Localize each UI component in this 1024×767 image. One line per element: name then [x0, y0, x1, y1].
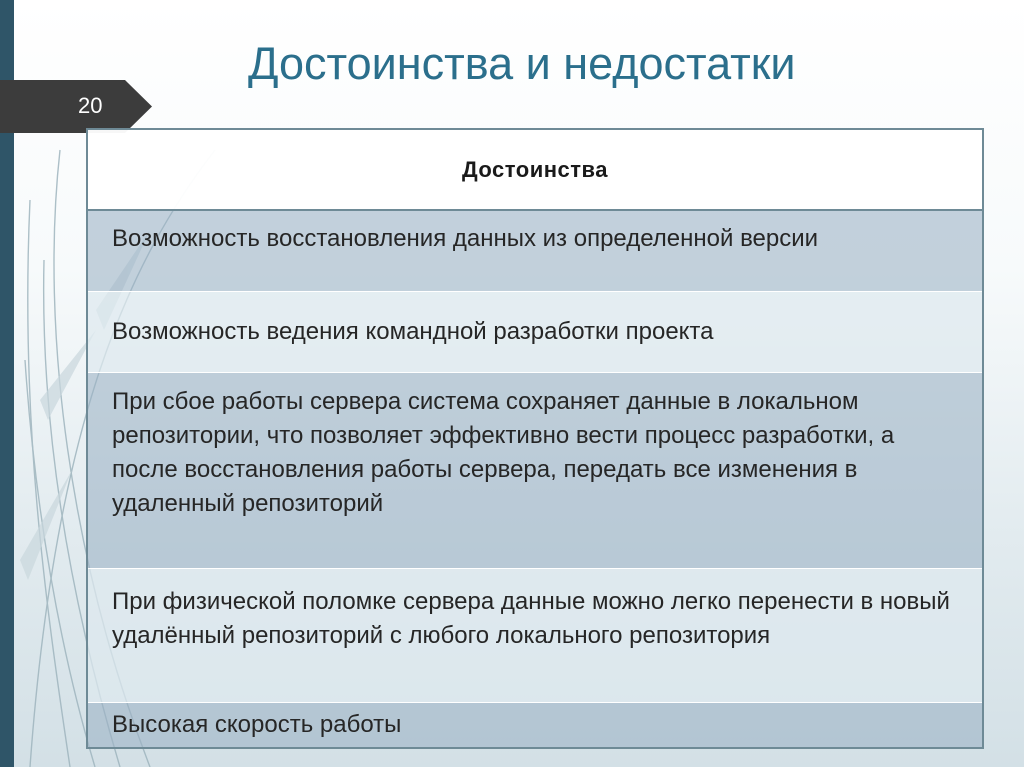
table-row: Возможность ведения командной разработки проекта — [88, 292, 982, 373]
table-row: Возможность восстановления данных из определенной версии — [88, 211, 982, 292]
table-row: При сбое работы сервера система сохраняет данные в локальном репозитории, что позволяет эффективно вести процесс разработки, а после восстановления работы сервера, передать все изменения в удаленный репозиторий — [88, 373, 982, 569]
slide-title: Достоинства и недостатки — [248, 38, 796, 89]
table-row: Высокая скорость работы — [88, 703, 982, 747]
table-header-label: Достоинства — [461, 156, 609, 182]
table-header — [88, 130, 982, 211]
page-number: 20 — [78, 93, 103, 118]
advantages-table — [86, 128, 984, 749]
page-number-tab — [0, 80, 152, 133]
table-row: При физической поломке сервера данные можно легко перенести в новый удалённый репозиторий с любого локального репозитория — [88, 569, 982, 703]
